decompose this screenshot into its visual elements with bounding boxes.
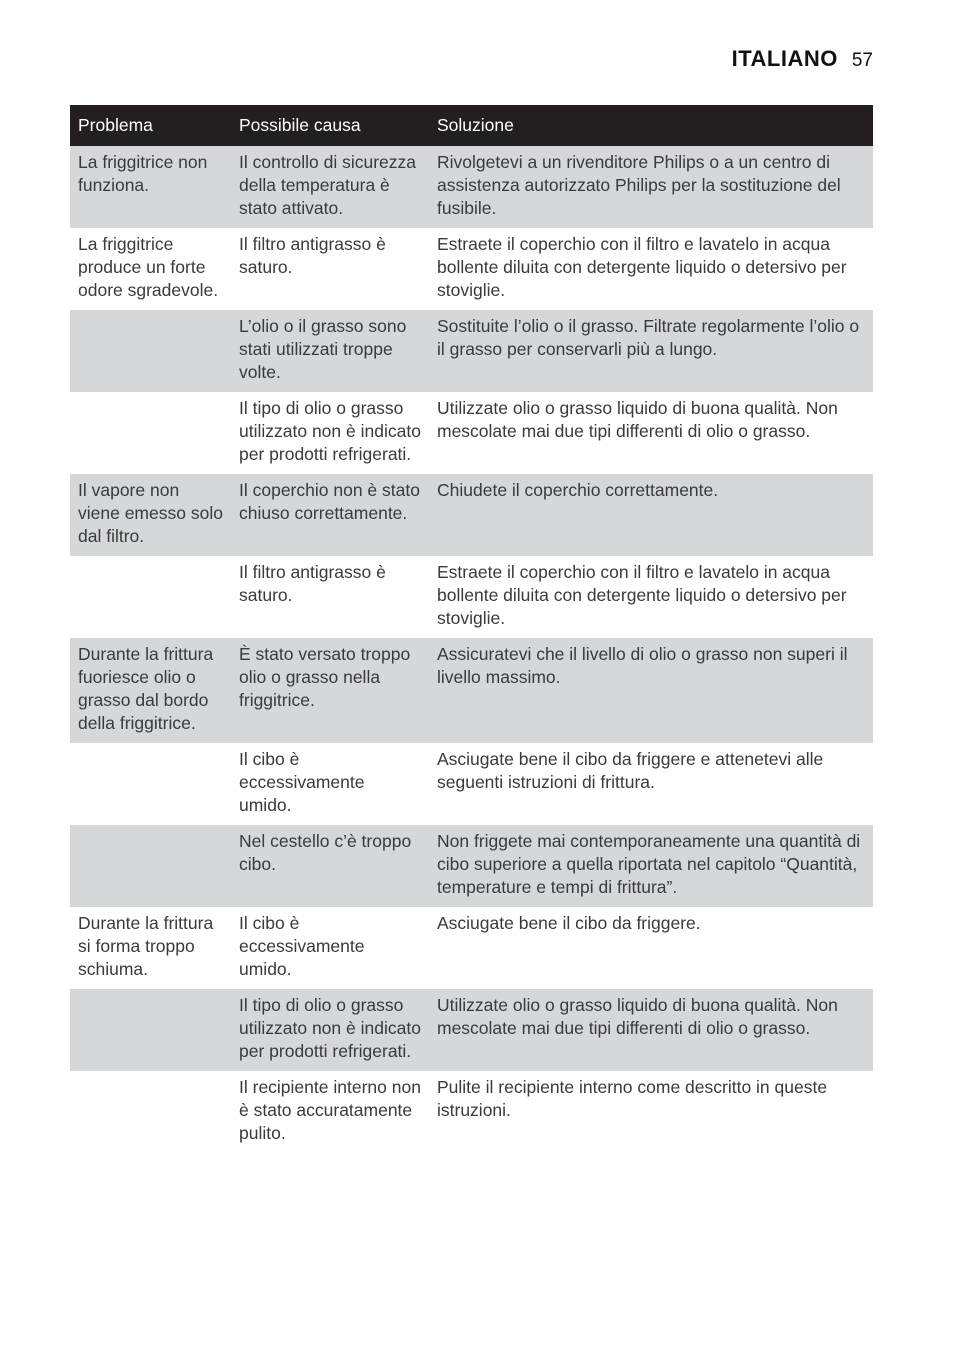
table-row [70, 146, 873, 228]
cause-cell: Il controllo di sicurezza della temperatura è stato attivato. [231, 146, 429, 228]
cause-cell: Il filtro antigrasso è saturo. [231, 228, 429, 310]
problem-cell [70, 556, 231, 638]
cause-cell: Il coperchio non è stato chiuso correttamente. [231, 474, 429, 556]
cause-cell: È stato versato troppo olio o grasso nella friggitrice. [231, 638, 429, 743]
problem-cell: Durante la frittura fuoriesce olio o grasso dal bordo della friggitrice. [70, 638, 231, 743]
cause-cell: L’olio o il grasso sono stati utilizzati troppe volte. [231, 310, 429, 392]
language-label: ITALIANO [731, 46, 838, 71]
problem-cell: Il vapore non viene emesso solo dal filtro. [70, 474, 231, 556]
table-row [70, 392, 873, 474]
cause-cell: Il tipo di olio o grasso utilizzato non è indicato per prodotti refrigerati. [231, 392, 429, 474]
problem-cell [70, 1071, 231, 1153]
cause-cell: Il tipo di olio o grasso utilizzato non è indicato per prodotti refrigerati. [231, 989, 429, 1071]
problem-cell: La friggitrice produce un forte odore sgradevole. [70, 228, 231, 310]
cause-cell: Nel cestello c’è troppo cibo. [231, 825, 429, 907]
solution-cell: Assicuratevi che il livello di olio o grasso non superi il livello massimo. [429, 638, 873, 743]
table-row [70, 1071, 873, 1153]
solution-cell: Sostituite l’olio o il grasso. Filtrate regolarmente l’olio o il grasso per conservarli più a lungo. [429, 310, 873, 392]
table-row [70, 989, 873, 1071]
solution-cell: Asciugate bene il cibo da friggere e attenetevi alle seguenti istruzioni di frittura. [429, 743, 873, 825]
troubleshooting-table [70, 105, 873, 1153]
table-row [70, 310, 873, 392]
solution-cell: Utilizzate olio o grasso liquido di buona qualità. Non mescolate mai due tipi differenti di olio o grasso. [429, 989, 873, 1071]
table-row [70, 474, 873, 556]
column-header-problem: Problema [70, 105, 231, 146]
problem-cell [70, 989, 231, 1071]
cause-cell: Il cibo è eccessivamente umido. [231, 907, 429, 989]
table-row [70, 907, 873, 989]
solution-cell: Estraete il coperchio con il filtro e lavatelo in acqua bollente diluita con detergente liquido o detersivo per stoviglie. [429, 556, 873, 638]
problem-cell [70, 825, 231, 907]
solution-cell: Estraete il coperchio con il filtro e lavatelo in acqua bollente diluita con detergente liquido o detersivo per stoviglie. [429, 228, 873, 310]
table-row [70, 743, 873, 825]
table-row [70, 825, 873, 907]
problem-cell [70, 392, 231, 474]
column-header-solution: Soluzione [429, 105, 873, 146]
solution-cell: Rivolgetevi a un rivenditore Philips o a un centro di assistenza autorizzato Philips per la sostituzione del fusibile. [429, 146, 873, 228]
problem-cell [70, 310, 231, 392]
solution-cell: Chiudete il coperchio correttamente. [429, 474, 873, 556]
solution-cell: Utilizzate olio o grasso liquido di buona qualità. Non mescolate mai due tipi differenti di olio o grasso. [429, 392, 873, 474]
solution-cell: Asciugate bene il cibo da friggere. [429, 907, 873, 989]
problem-cell [70, 743, 231, 825]
page-number: 57 [851, 50, 873, 71]
table-header-row [70, 105, 873, 146]
table-row [70, 556, 873, 638]
cause-cell: Il cibo è eccessivamente umido. [231, 743, 429, 825]
table-row [70, 228, 873, 310]
problem-cell: La friggitrice non funziona. [70, 146, 231, 228]
cause-cell: Il recipiente interno non è stato accuratamente pulito. [231, 1071, 429, 1153]
problem-cell: Durante la frittura si forma troppo schiuma. [70, 907, 231, 989]
column-header-cause: Possibile causa [231, 105, 429, 146]
page-header [732, 46, 873, 72]
solution-cell: Pulite il recipiente interno come descritto in queste istruzioni. [429, 1071, 873, 1153]
table-row [70, 638, 873, 743]
cause-cell: Il filtro antigrasso è saturo. [231, 556, 429, 638]
solution-cell: Non friggete mai contemporaneamente una quantità di cibo superiore a quella riportata nel capitolo “Quantità, temperature e tempi di frittura”. [429, 825, 873, 907]
